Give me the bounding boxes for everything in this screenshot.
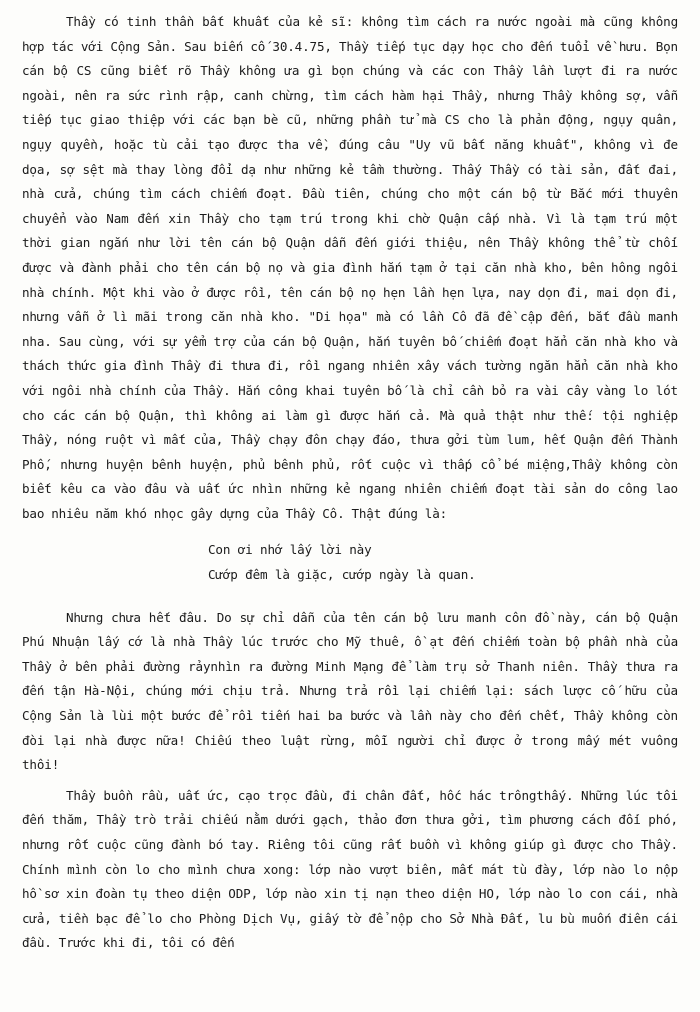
paragraph-3: Thầy buồn rầu, uất ức, cạo trọc đầu, đi chân đất, hốc hác trôngthấy. Những lúc tôi đến thăm, Thầy trò trải chiếu nằm dưới gạch, thảo đơn thưa gởi, tìm phương cách đối phó, nhưng rốt cuộc cũng đành bó tay. Riêng tôi cũng rất buồn vì không giúp gì được cho Thầy. Chính mình còn lo cho mình chưa xong: lớp nào vượt biên, mất mát tù đày, lớp nào lo nộp hồ sơ xin đoàn tụ theo diện ODP, lớp nào xin tị nạn theo diện HO, lớp nào lo con cái, nhà cửa, tiền bạc để lo cho Phòng Dịch Vụ, giấy tờ để nộp cho Sở Nhà Đất, lu bù muốn điên cái đầu. Trước khi đi, tôi có đến — [22, 787, 678, 951]
verse-line-1: Con ơi nhớ lấy lời này — [208, 542, 372, 558]
paragraph-2: Nhưng chưa hết đâu. Do sự chỉ dẫn của tên cán bộ lưu manh côn đồ này, cán bộ Quận Phú Nhuận lấy cớ là nhà Thầy lúc trước cho Mỹ thuê, ồ ạt đến chiếm toàn bộ phần nhà của Thầy ở bên phải đường rảynhìn ra đường Minh Mạng để làm trụ sở Thanh niên. Thầy thưa ra đến tận Hà-Nội, chúng mới chịu trả. Nhưng trả rồi lại chiếm lại: sách lược cố hữu của Cộng Sản là lùi một bước để rồi tiến hai ba bước và lần này cho đến chết, Thầy không còn đòi lại nhà được nữa! Chiếu theo luật rừng, mỗi người chỉ được ở trong mấy mét vuông thôi! — [22, 609, 678, 773]
verse-quote — [22, 538, 678, 587]
paragraph-1: Thầy có tinh thần bất khuất của kẻ sĩ: không tìm cách ra nước ngoài mà cũng không hợp tác với Cộng Sản. Sau biến cố 30.4.75, Thầy tiếp tục dạy học cho đến tuổi về hưu. Bọn cán bộ CS cũng biết rõ Thầy không ưa gì bọn chúng và các con Thầy lần lượt đi ra nước ngoài, nên ra sức rình rập, canh chừng, tìm cách hàm hại Thầy, nhưng Thầy không sợ, vẫn tiếp tục giao thiệp với các bạn bè cũ, những phần tử mà CS cho là phản động, ngụy quân, ngụy quyền, hoặc tù cải tạo được tha về, đúng câu "Uy vũ bất năng khuất", không vì đe dọa, sợ sệt mà thay lòng đổi dạ như những kẻ tầm thường. Thấy Thầy có tài sản, đất đai, nhà cửa, chúng tìm cách chiếm đoạt. Đầu tiên, chúng cho một cán bộ từ Bắc mới thuyên chuyển vào Nam đến xin Thầy cho tạm trú trong khi chờ Quận cấp nhà. Vì là tạm trú một thời gian ngắn như lời tên cán bộ Quận dẫn đến giới thiệu, nên Thầy không thể từ chối được và đành phải cho tên cán bộ nọ và gia đình hắn tạm ở tại căn nhà kho, bên hông ngôi nhà chính. Một khi vào ở được rồi, tên cán bộ nọ hẹn lần hẹn lựa, nay dọn đi, mai dọn đi, nhưng vẫn ở lì mãi trong căn nhà kho. "Di họa" mà có lần Cô đã đề cập đến, bắt đầu manh nha. Sau cùng, với sự yểm trợ của cán bộ Quận, hắn tuyên bố chiếm đoạt hẳn căn nhà kho và thách thức gia đình Thầy đi thưa đi, rồi ngang nhiên xây vách tường ngăn hẳn căn nhà kho với ngôi nhà chính của Thầy. Hắn công khai tuyên bố là chỉ cần bỏ ra vài cây vàng lo lót cho các cán bộ Quận, thì không ai làm gì được hắn cả. Mà quả thật như thế: tội nghiệp Thầy, nóng ruột vì mất của, Thầy chạy đôn chạy đáo, thưa gởi tùm lum, hết Quận đến Thành Phố, nhưng huyện bênh huyện, phủ bênh phủ, rốt cuộc vì thấp cổ bé miệng,Thầy không còn biết kêu ca vào đâu và uất ức nhìn những kẻ ngang nhiên chiếm đoạt tài sản do công lao bao nhiêu năm khó nhọc gây dựng của Thầy Cô. Thật đúng là: — [22, 14, 678, 521]
verse-line-2: Cướp đêm là giặc, cướp ngày là quan. — [208, 567, 476, 583]
